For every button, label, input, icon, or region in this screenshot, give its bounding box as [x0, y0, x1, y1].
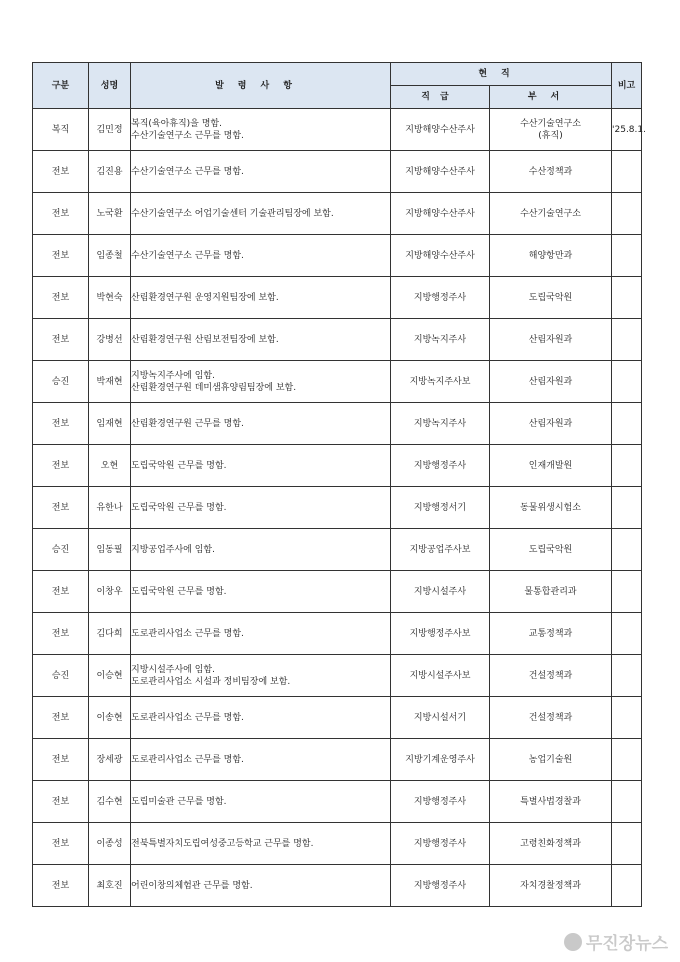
cell-name: 유한나	[89, 487, 131, 529]
table-row	[33, 445, 642, 487]
cell-detail: 산림환경연구원 근무를 명함.	[131, 403, 391, 445]
cell-note: '25.8.1.	[612, 109, 642, 151]
table-row	[33, 235, 642, 277]
cell-detail: 도립국악원 근무를 명함.	[131, 445, 391, 487]
cell-name: 김진용	[89, 151, 131, 193]
table-row	[33, 151, 642, 193]
cell-rank: 지방시설서기	[391, 697, 490, 739]
cell-dept: 농업기술원	[490, 739, 612, 781]
mountain-logo-icon	[564, 933, 582, 951]
cell-note	[612, 781, 642, 823]
cell-rank: 지방해양수산주사	[391, 235, 490, 277]
cell-dept: 산림자원과	[490, 319, 612, 361]
cell-note	[612, 655, 642, 697]
cell-name: 이승현	[89, 655, 131, 697]
cell-category: 전보	[33, 151, 89, 193]
table-row	[33, 361, 642, 403]
cell-category: 복직	[33, 109, 89, 151]
cell-dept: 특별사법경찰과	[490, 781, 612, 823]
watermark	[564, 929, 668, 954]
table-row	[33, 571, 642, 613]
cell-category: 승진	[33, 655, 89, 697]
cell-dept: 수산정책과	[490, 151, 612, 193]
header-rank: 직급	[391, 86, 490, 109]
cell-detail: 도립국악원 근무를 명함.	[131, 571, 391, 613]
cell-rank: 지방녹지주사보	[391, 361, 490, 403]
table-row	[33, 403, 642, 445]
cell-rank: 지방공업주사보	[391, 529, 490, 571]
cell-dept: 도립국악원	[490, 529, 612, 571]
cell-category: 전보	[33, 403, 89, 445]
cell-category: 전보	[33, 613, 89, 655]
cell-note	[612, 739, 642, 781]
cell-category: 전보	[33, 739, 89, 781]
cell-category: 승진	[33, 361, 89, 403]
cell-note	[612, 277, 642, 319]
table-row	[33, 697, 642, 739]
cell-category: 전보	[33, 697, 89, 739]
cell-note	[612, 319, 642, 361]
cell-rank: 지방행정주사	[391, 865, 490, 907]
cell-note	[612, 403, 642, 445]
cell-dept: 건설정책과	[490, 697, 612, 739]
cell-name: 노국환	[89, 193, 131, 235]
cell-dept: 자치경찰정책과	[490, 865, 612, 907]
table-row	[33, 487, 642, 529]
cell-note	[612, 571, 642, 613]
cell-dept: 도립국악원	[490, 277, 612, 319]
cell-category: 전보	[33, 235, 89, 277]
cell-category: 전보	[33, 319, 89, 361]
cell-name: 이송현	[89, 697, 131, 739]
cell-note	[612, 613, 642, 655]
cell-rank: 지방행정주사	[391, 823, 490, 865]
table-row	[33, 865, 642, 907]
cell-name: 박현숙	[89, 277, 131, 319]
header-name: 성명	[89, 63, 131, 109]
cell-category: 전보	[33, 487, 89, 529]
cell-rank: 지방행정주사보	[391, 613, 490, 655]
cell-category: 전보	[33, 823, 89, 865]
cell-dept: 고령친화정책과	[490, 823, 612, 865]
cell-name: 임종철	[89, 235, 131, 277]
table-row	[33, 109, 642, 151]
header-note: 비고	[612, 63, 642, 109]
cell-detail: 복직(육아휴직)을 명함. 수산기술연구소 근무를 명함.	[131, 109, 391, 151]
cell-name: 김다희	[89, 613, 131, 655]
cell-detail: 전북특별자치도립여성중고등학교 근무를 명함.	[131, 823, 391, 865]
cell-name: 최호진	[89, 865, 131, 907]
cell-name: 이창우	[89, 571, 131, 613]
cell-note	[612, 361, 642, 403]
cell-detail: 지방시설주사에 임함. 도로관리사업소 시설과 정비팀장에 보함.	[131, 655, 391, 697]
cell-detail: 도립국악원 근무를 명함.	[131, 487, 391, 529]
cell-note	[612, 823, 642, 865]
cell-rank: 지방행정서기	[391, 487, 490, 529]
cell-detail: 산림환경연구원 운영지원팀장에 보함.	[131, 277, 391, 319]
table-row	[33, 655, 642, 697]
cell-detail: 수산기술연구소 근무를 명함.	[131, 151, 391, 193]
cell-dept: 산림자원과	[490, 361, 612, 403]
cell-note	[612, 529, 642, 571]
cell-name: 박재현	[89, 361, 131, 403]
cell-rank: 지방행정주사	[391, 277, 490, 319]
cell-detail: 어린이창의체험관 근무를 명함.	[131, 865, 391, 907]
table-row	[33, 277, 642, 319]
cell-dept: 수산기술연구소 (휴직)	[490, 109, 612, 151]
table-row	[33, 529, 642, 571]
cell-category: 전보	[33, 865, 89, 907]
cell-detail: 도로관리사업소 근무를 명함.	[131, 739, 391, 781]
cell-detail: 수산기술연구소 어업기술센터 기술관리팀장에 보함.	[131, 193, 391, 235]
cell-rank: 지방시설주사보	[391, 655, 490, 697]
cell-rank: 지방해양수산주사	[391, 151, 490, 193]
cell-detail: 지방녹지주사에 임함. 산림환경연구원 데미샘휴양림팀장에 보함.	[131, 361, 391, 403]
cell-name: 임동필	[89, 529, 131, 571]
cell-rank: 지방해양수산주사	[391, 193, 490, 235]
cell-name: 오현	[89, 445, 131, 487]
cell-dept: 인재개발원	[490, 445, 612, 487]
cell-rank: 지방녹지주사	[391, 403, 490, 445]
table-row	[33, 781, 642, 823]
cell-name: 이종성	[89, 823, 131, 865]
cell-dept: 수산기술연구소	[490, 193, 612, 235]
table-row	[33, 739, 642, 781]
cell-category: 전보	[33, 571, 89, 613]
cell-detail: 지방공업주사에 임함.	[131, 529, 391, 571]
cell-dept: 해양항만과	[490, 235, 612, 277]
cell-note	[612, 697, 642, 739]
cell-rank: 지방시설주사	[391, 571, 490, 613]
table-row	[33, 319, 642, 361]
cell-dept: 동물위생시험소	[490, 487, 612, 529]
cell-rank: 지방녹지주사	[391, 319, 490, 361]
cell-rank: 지방해양수산주사	[391, 109, 490, 151]
cell-name: 장세광	[89, 739, 131, 781]
cell-name: 강병선	[89, 319, 131, 361]
cell-name: 김민정	[89, 109, 131, 151]
table-row	[33, 613, 642, 655]
cell-rank: 지방기계운영주사	[391, 739, 490, 781]
table-row	[33, 823, 642, 865]
cell-detail: 도립미술관 근무를 명함.	[131, 781, 391, 823]
cell-category: 전보	[33, 445, 89, 487]
header-category: 구분	[33, 63, 89, 109]
cell-dept: 산림자원과	[490, 403, 612, 445]
watermark-text: 무진장뉴스	[585, 934, 668, 954]
cell-name: 임재현	[89, 403, 131, 445]
cell-note	[612, 235, 642, 277]
cell-detail: 수산기술연구소 근무를 명함.	[131, 235, 391, 277]
cell-note	[612, 865, 642, 907]
cell-detail: 도로관리사업소 근무를 명함.	[131, 613, 391, 655]
cell-dept: 건설정책과	[490, 655, 612, 697]
cell-note	[612, 487, 642, 529]
cell-detail: 도로관리사업소 근무를 명함.	[131, 697, 391, 739]
cell-dept: 물통합관리과	[490, 571, 612, 613]
cell-category: 전보	[33, 781, 89, 823]
cell-name: 김수현	[89, 781, 131, 823]
cell-note	[612, 445, 642, 487]
cell-note	[612, 151, 642, 193]
table-row	[33, 193, 642, 235]
cell-rank: 지방행정주사	[391, 445, 490, 487]
cell-dept: 교통정책과	[490, 613, 612, 655]
cell-detail: 산림환경연구원 산림보전팀장에 보함.	[131, 319, 391, 361]
cell-category: 전보	[33, 277, 89, 319]
header-detail: 발령사항	[131, 63, 391, 109]
cell-category: 전보	[33, 193, 89, 235]
header-dept: 부서	[490, 86, 612, 109]
cell-note	[612, 193, 642, 235]
cell-rank: 지방행정주사	[391, 781, 490, 823]
cell-category: 승진	[33, 529, 89, 571]
header-current: 현직	[391, 63, 612, 86]
personnel-table	[32, 62, 646, 907]
